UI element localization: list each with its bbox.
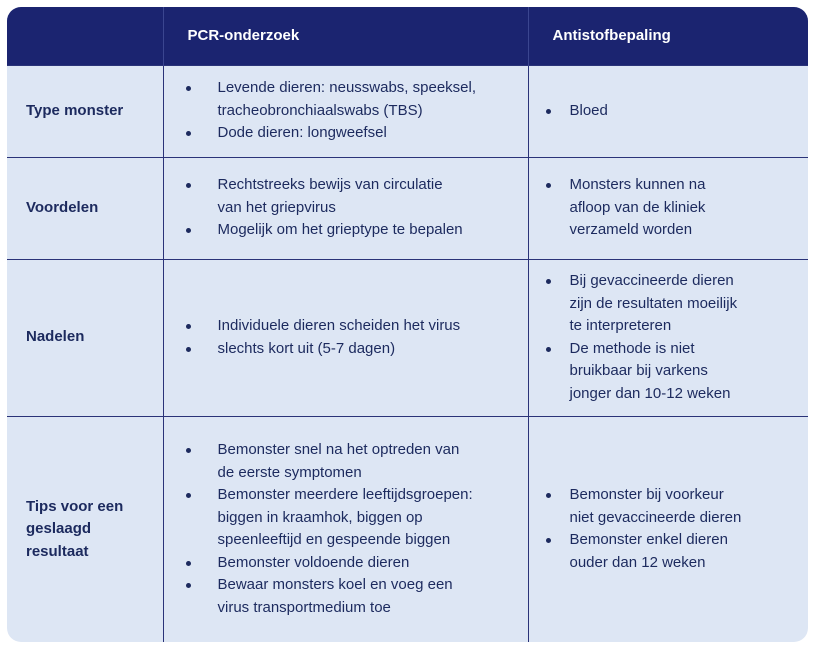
list-item: Monsters kunnen na afloop van de kliniek verzameld worden bbox=[570, 174, 809, 242]
bullet-list bbox=[529, 174, 809, 242]
list-item: Levende dieren: neusswabs, speeksel, tracheobronchiaalswabs (TBS) bbox=[218, 77, 528, 122]
list-item: Mogelijk om het grieptype te bepalen bbox=[218, 219, 528, 242]
list-item: Bemonster meerdere leeftijdsgroepen: biggen in kraamhok, biggen op speenleeftijd en gespeende biggen bbox=[218, 484, 528, 552]
row-label: Nadelen bbox=[7, 259, 163, 416]
row-label: Voordelen bbox=[7, 157, 163, 259]
row-label: Type monster bbox=[7, 65, 163, 157]
table-row-voordelen bbox=[7, 157, 808, 259]
antistof-cell bbox=[528, 416, 808, 642]
list-item: slechts kort uit (5-7 dagen) bbox=[218, 338, 528, 361]
antistof-cell bbox=[528, 65, 808, 157]
antistof-cell bbox=[528, 157, 808, 259]
pcr-cell bbox=[163, 157, 528, 259]
list-item: Bij gevaccineerde dieren zijn de resultaten moeilijk te interpreteren bbox=[570, 270, 809, 338]
list-item: Bemonster voldoende dieren bbox=[218, 552, 528, 575]
list-item: Bloed bbox=[570, 100, 809, 123]
antistof-cell bbox=[528, 259, 808, 416]
comparison-table-container bbox=[7, 7, 808, 642]
bullet-list bbox=[529, 270, 809, 405]
bullet-list bbox=[164, 174, 528, 242]
bullet-list bbox=[164, 439, 528, 619]
bullet-list bbox=[529, 484, 809, 574]
table-row-tips bbox=[7, 416, 808, 642]
list-item: De methode is niet bruikbaar bij varkens jonger dan 10-12 weken bbox=[570, 338, 809, 406]
header-empty-cell bbox=[7, 7, 163, 65]
list-item: Dode dieren: longweefsel bbox=[218, 122, 528, 145]
comparison-table bbox=[7, 7, 808, 642]
list-item: Individuele dieren scheiden het virus bbox=[218, 315, 528, 338]
list-item: Bemonster snel na het optreden van de eerste symptomen bbox=[218, 439, 528, 484]
pcr-cell bbox=[163, 65, 528, 157]
list-item: Rechtstreeks bewijs van circulatie van het griepvirus bbox=[218, 174, 528, 219]
pcr-cell bbox=[163, 259, 528, 416]
list-item: Bemonster enkel dieren ouder dan 12 weken bbox=[570, 529, 809, 574]
header-antistof: Antistofbepaling bbox=[528, 7, 808, 65]
pcr-cell bbox=[163, 416, 528, 642]
list-item: Bemonster bij voorkeur niet gevaccineerde dieren bbox=[570, 484, 809, 529]
table-header-row bbox=[7, 7, 808, 65]
table-row-nadelen bbox=[7, 259, 808, 416]
header-pcr: PCR-onderzoek bbox=[163, 7, 528, 65]
bullet-list bbox=[164, 315, 528, 360]
bullet-list bbox=[529, 100, 809, 123]
table-row-type-monster bbox=[7, 65, 808, 157]
bullet-list bbox=[164, 77, 528, 145]
list-item: Bewaar monsters koel en voeg een virus transportmedium toe bbox=[218, 574, 528, 619]
row-label: Tips voor een geslaagd resultaat bbox=[7, 416, 163, 642]
